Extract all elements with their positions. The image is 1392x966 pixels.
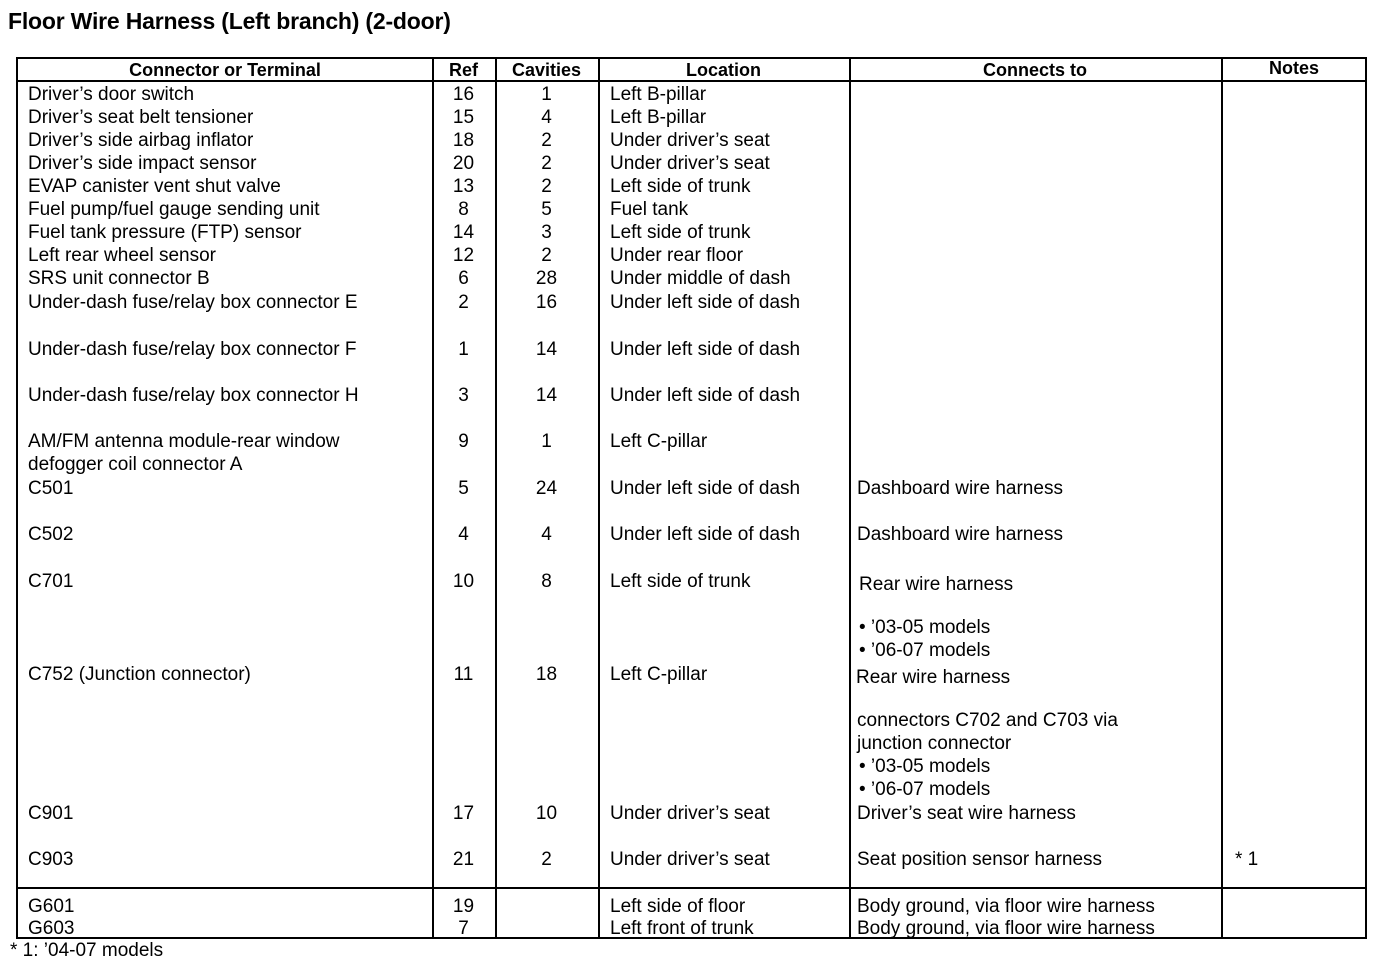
cavity-count: 2 [541, 176, 552, 197]
ground-rule [18, 887, 1365, 889]
cavity-count: 2 [541, 245, 552, 266]
ref-number: 12 [452, 245, 475, 266]
location: Under left side of dash [610, 478, 801, 499]
connector-name: C901 [28, 803, 74, 824]
ref-number: 5 [458, 478, 469, 499]
cavity-count: 5 [541, 199, 552, 220]
connects-to: Seat position sensor harness [857, 849, 1103, 870]
page-title: Floor Wire Harness (Left branch) (2-door) [8, 8, 451, 34]
header-cavities: Cavities [511, 60, 582, 80]
header-ref: Ref [448, 60, 478, 80]
header-connector: Connector or Terminal [129, 60, 321, 80]
column-divider [1221, 59, 1223, 937]
location: Under left side of dash [610, 339, 801, 360]
cavity-count: 2 [541, 849, 552, 870]
connector-name: C701 [28, 571, 74, 592]
cavity-count: 4 [541, 107, 552, 128]
location: Under left side of dash [610, 292, 801, 313]
ref-number: 8 [458, 199, 469, 220]
cavity-count: 4 [541, 524, 552, 545]
ref-number: 9 [458, 431, 469, 452]
ref-number: 20 [452, 153, 475, 174]
ref-number: 1 [458, 339, 469, 360]
cavity-count: 14 [535, 339, 558, 360]
cavity-count: 18 [535, 664, 558, 685]
cavity-count: 1 [541, 431, 552, 452]
location: Under driver’s seat [610, 849, 770, 870]
location: Left side of trunk [610, 176, 751, 197]
cavity-count: 24 [535, 478, 558, 499]
harness-table [16, 57, 1367, 939]
cavity-count: 14 [535, 385, 558, 406]
connector-name: G603 [28, 918, 75, 939]
location: Left side of floor [610, 896, 746, 917]
cavity-count: 1 [541, 84, 552, 105]
location: Under rear floor [610, 245, 744, 266]
ref-number: 21 [452, 849, 475, 870]
model-bullet: • ’06-07 models [859, 779, 991, 800]
header-connects-to: Connects to [982, 60, 1087, 80]
connector-name: EVAP canister vent shut valve [28, 176, 281, 197]
cavity-count: 2 [541, 130, 552, 151]
connector-name: AM/FM antenna module-rear window [28, 431, 340, 452]
column-divider [849, 59, 851, 937]
location: Left C-pillar [610, 431, 708, 452]
location: Under driver’s seat [610, 803, 770, 824]
connects-to: Dashboard wire harness [857, 524, 1063, 545]
ref-number: 3 [458, 385, 469, 406]
connector-name: Driver’s door switch [28, 84, 195, 105]
location: Under driver’s seat [610, 153, 770, 174]
ref-number: 11 [453, 664, 474, 685]
location: Under middle of dash [610, 268, 791, 289]
connector-name: Left rear wheel sensor [28, 245, 216, 266]
model-bullet: • ’06-07 models [859, 640, 991, 661]
connects-to: Driver’s seat wire harness [857, 803, 1076, 824]
connects-to-detail: connectors C702 and C703 via [857, 710, 1118, 731]
cavity-count: 2 [541, 153, 552, 174]
location: Left side of trunk [610, 222, 751, 243]
ref-number: 7 [458, 918, 469, 939]
cavity-count: 10 [535, 803, 558, 824]
location: Under left side of dash [610, 524, 801, 545]
ref-number: 2 [458, 292, 469, 313]
ref-number: 13 [452, 176, 475, 197]
cavity-count: 16 [535, 292, 558, 313]
location: Left B-pillar [610, 107, 707, 128]
ref-number: 17 [452, 803, 475, 824]
footnote: * 1: ’04-07 models [10, 940, 164, 961]
connector-name-continued: defogger coil connector A [28, 454, 243, 475]
connects-to-detail: junction connector [857, 733, 1012, 754]
cavity-count: 28 [535, 268, 558, 289]
model-bullet: • ’03-05 models [859, 617, 991, 638]
connector-name: Fuel tank pressure (FTP) sensor [28, 222, 302, 243]
ref-number: 10 [452, 571, 475, 592]
connector-name: C752 (Junction connector) [28, 664, 251, 685]
connector-name: Under-dash fuse/relay box connector F [28, 339, 357, 360]
connector-name: C903 [28, 849, 74, 870]
connects-to: Rear wire harness [859, 574, 1014, 595]
column-divider [598, 59, 600, 937]
connector-name: C501 [28, 478, 74, 499]
connects-to: Rear wire harness [856, 667, 1011, 688]
location: Under driver’s seat [610, 130, 770, 151]
connects-to: Body ground, via floor wire harness [857, 918, 1155, 939]
header-notes: Notes [1268, 58, 1319, 78]
ref-number: 15 [452, 107, 475, 128]
connector-name: Under-dash fuse/relay box connector H [28, 385, 359, 406]
connector-name: Under-dash fuse/relay box connector E [28, 292, 358, 313]
location: Left side of trunk [610, 571, 751, 592]
model-bullet: • ’03-05 models [859, 756, 991, 777]
connector-name: SRS unit connector B [28, 268, 210, 289]
connects-to: Body ground, via floor wire harness [857, 896, 1155, 917]
ref-number: 4 [458, 524, 469, 545]
connector-name: Fuel pump/fuel gauge sending unit [28, 199, 320, 220]
ref-number: 14 [452, 222, 475, 243]
ref-number: 16 [452, 84, 475, 105]
location: Left B-pillar [610, 84, 707, 105]
cavity-count: 8 [541, 571, 552, 592]
ref-number: 18 [452, 130, 475, 151]
connects-to: Dashboard wire harness [857, 478, 1063, 499]
cavity-count: 3 [541, 222, 552, 243]
location: Left front of trunk [610, 918, 754, 939]
ref-number: 19 [452, 896, 475, 917]
connector-name: Driver’s side impact sensor [28, 153, 257, 174]
location: Left C-pillar [610, 664, 708, 685]
connector-name: C502 [28, 524, 74, 545]
connector-name: Driver’s seat belt tensioner [28, 107, 254, 128]
location: Under left side of dash [610, 385, 801, 406]
location: Fuel tank [610, 199, 689, 220]
connector-name: Driver’s side airbag inflator [28, 130, 254, 151]
connector-name: G601 [28, 896, 75, 917]
note-marker: * 1 [1235, 849, 1259, 870]
ref-number: 6 [458, 268, 469, 289]
header-location: Location [686, 60, 761, 80]
